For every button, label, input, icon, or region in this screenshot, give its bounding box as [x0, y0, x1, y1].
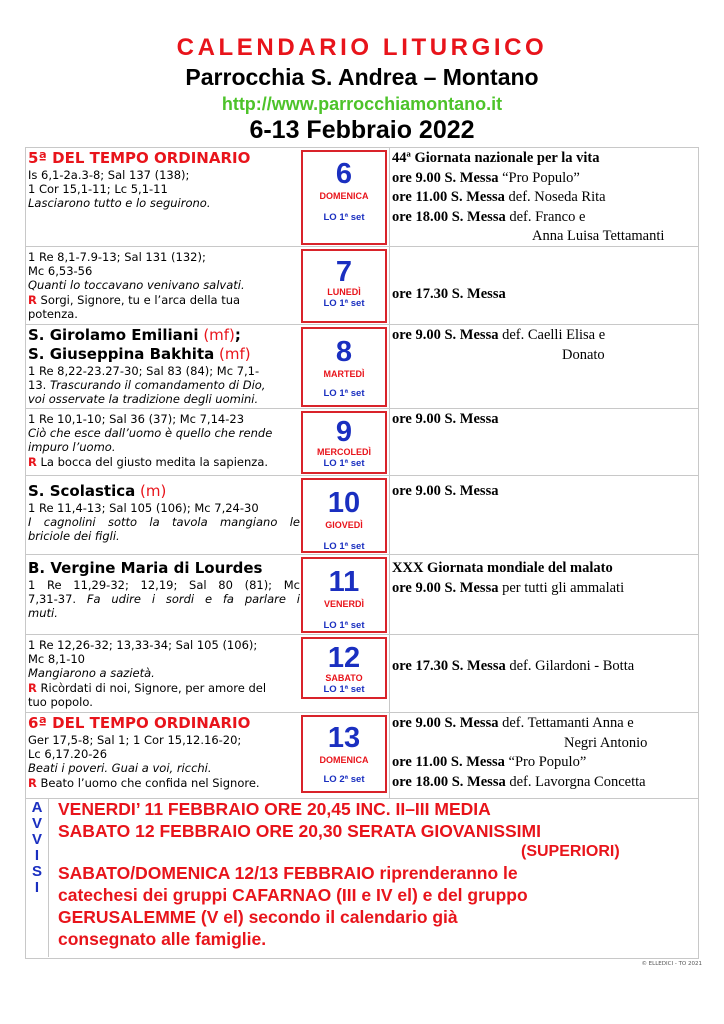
liturgy-of-hours-week: LO 1ª set	[323, 541, 365, 552]
liturgy-title: 6ª DEL TEMPO ORDINARIO	[28, 714, 251, 732]
notice-line: VENERDI’ 11 FEBBRAIO ORE 20,45 INC. II–III MEDIA	[58, 799, 491, 819]
weekday-name: DOMENICA	[319, 755, 369, 765]
mass-intention: def. Lavorgna Concetta	[505, 773, 646, 790]
feast-rank: (mf)	[214, 345, 251, 363]
mass-line	[392, 188, 696, 208]
date-box	[301, 249, 387, 323]
mass-line	[392, 773, 696, 793]
mass-intention: def. Noseda Rita	[504, 189, 606, 205]
parish-name: Parrocchia S. Andrea – Montano	[185, 64, 539, 90]
side-letter: I	[34, 879, 40, 896]
events-cell	[392, 326, 696, 365]
mass-intention: “Pro Populo”	[504, 754, 587, 770]
mass-intention: “Pro Populo”	[498, 169, 580, 186]
notice-line: GERUSALEMME (V el) secondo il calendario già	[58, 907, 458, 927]
side-letter: A	[31, 799, 43, 816]
mass-time: ore 11.00 S. Messa	[392, 754, 505, 770]
feast-rank: (mf)	[198, 326, 235, 344]
notices-side-label	[26, 799, 49, 957]
mass-time: ore 18.00 S. Messa	[392, 773, 506, 790]
readings-text: 1 Cor 15,1-11; Lc 5,1-11	[28, 182, 168, 197]
date-box	[301, 715, 387, 793]
mass-time: ore 9.00 S. Messa	[392, 411, 499, 427]
events-cell	[392, 482, 696, 502]
psalm-response	[28, 776, 300, 790]
liturgy-cell	[28, 559, 300, 621]
mass-line	[392, 657, 696, 677]
weekday-name: GIOVEDÌ	[325, 520, 363, 530]
day-number: 7	[335, 256, 353, 288]
gospel-quote: impuro l’uomo.	[28, 440, 116, 455]
response-text: La bocca del giusto medita la sapienza.	[36, 454, 269, 469]
weekday-name: DOMENICA	[319, 191, 369, 201]
mass-intention: def. Tettamanti Anna e	[498, 715, 634, 731]
weekday-name: VENERDÌ	[323, 599, 364, 609]
readings-text: Ger 17,5-8; Sal 1; 1 Cor 15,12.16-20;	[28, 733, 242, 747]
readings-text: 1 Re 11,29-32; 12,19; Sal 80 (81); Mc	[28, 578, 300, 592]
readings-text: 1 Re 12,26-32; 13,33-34; Sal 105 (106);	[28, 638, 258, 652]
saint-name: S. Girolamo Emiliani	[28, 326, 199, 344]
side-letter: V	[31, 831, 42, 848]
readings-text: Mc 8,1-10	[28, 652, 85, 667]
mass-intention: Donato	[562, 346, 605, 363]
notice-line: catechesi dei gruppi CAFARNAO (III e IV el) e del gruppo	[58, 885, 528, 905]
liturgy-cell	[28, 326, 300, 407]
mass-intention: per tutti gli ammalati	[498, 579, 625, 596]
mass-line	[392, 753, 696, 773]
response-marker: R	[28, 775, 37, 790]
feast-rank: (m)	[135, 482, 167, 500]
side-letter: S	[31, 863, 42, 880]
weekday-name: LUNEDÌ	[327, 287, 361, 297]
liturgy-of-hours-week: LO 1ª set	[323, 684, 365, 695]
mass-intention: Negri Antonio	[564, 734, 648, 751]
column-divider	[389, 555, 390, 634]
mass-time: ore 9.00 S. Messa	[392, 327, 499, 343]
day-number: 11	[328, 566, 360, 598]
day-number: 8	[335, 336, 353, 368]
liturgy-cell	[28, 638, 300, 709]
column-divider	[389, 635, 390, 712]
liturgy-of-hours-week: LO 2ª set	[323, 774, 365, 785]
liturgy-cell	[28, 482, 300, 544]
events-cell	[392, 714, 696, 792]
gospel-quote: voi osservate la tradizione degli uomini.	[28, 392, 259, 407]
notice-line: consegnato alle famiglie.	[58, 929, 267, 949]
date-box	[301, 557, 387, 633]
events-cell	[392, 559, 696, 598]
day-row-7	[26, 247, 698, 325]
day-row-9	[26, 409, 698, 476]
gospel-quote: muti.	[28, 606, 58, 621]
day-row-13	[26, 713, 698, 799]
liturgy-of-hours-week: LO 1ª set	[323, 212, 365, 223]
readings-text: 1 Re 11,4-13; Sal 105 (106); Mc 7,24-30	[28, 501, 259, 515]
mass-time: ore 9.00 S. Messa	[392, 169, 499, 186]
weekday-name: MERCOLEDÌ	[317, 447, 371, 457]
psalm-response	[28, 293, 300, 307]
mass-line	[392, 326, 696, 346]
events-cell	[392, 285, 696, 305]
event-title: 44ª Giornata nazionale per la vita	[392, 150, 600, 166]
readings-text: Is 6,1-2a.3-8; Sal 137 (138);	[28, 168, 190, 182]
saint-title: S. Girolamo Emiliani (mf);	[28, 326, 241, 344]
notice-line: (SUPERIORI)	[521, 843, 620, 860]
mass-time: ore 17.30 S. Messa	[392, 286, 506, 302]
psalm-response	[28, 681, 300, 695]
psalm-response	[28, 455, 300, 469]
readings-text: 1 Re 10,1-10; Sal 36 (37); Mc 7,14-23	[28, 412, 245, 426]
saint-title: B. Vergine Maria di Lourdes	[28, 559, 263, 577]
calendar-table	[25, 147, 699, 799]
events-cell	[392, 657, 696, 677]
side-letter: I	[34, 847, 40, 864]
parish-website-link[interactable]: http://www.parrocchiamontano.it	[221, 94, 503, 114]
liturgy-of-hours-week: LO 1ª set	[323, 298, 365, 309]
date-box	[301, 478, 387, 553]
weekday-name: MARTEDÌ	[323, 369, 365, 379]
date-box	[301, 637, 387, 699]
liturgy-cell	[28, 149, 300, 211]
gospel-quote: I cagnolini sotto la tavola mangiano le	[28, 515, 300, 530]
mass-line	[392, 208, 696, 228]
gospel-quote: Lasciarono tutto e lo seguirono.	[28, 196, 211, 211]
readings-text: 7,31-37.	[28, 592, 77, 607]
liturgy-cell	[28, 250, 300, 321]
response-text: tuo popolo.	[28, 694, 93, 709]
date-range: 6-13 Febbraio 2022	[249, 116, 475, 144]
response-marker: R	[28, 680, 37, 695]
saint-title	[28, 482, 300, 501]
gospel-quote: Mangiarono a sazietà.	[28, 666, 155, 681]
readings-text: 1 Re 8,1-7.9-13; Sal 131 (132);	[28, 250, 206, 264]
saint-title	[28, 345, 300, 364]
page-title: CALENDARIO LITURGICO	[176, 34, 548, 61]
day-number: 12	[327, 642, 361, 674]
mass-intention: def. Franco e	[505, 208, 586, 225]
liturgy-of-hours-week: LO 1ª set	[323, 458, 365, 469]
event-title: XXX Giornata mondiale del malato	[392, 560, 613, 576]
day-number: 10	[327, 487, 361, 519]
gospel-quote: Trascurando il comandamento di Dio,	[46, 378, 266, 393]
notices-section	[25, 799, 699, 959]
date-box	[301, 411, 387, 474]
date-box	[301, 327, 387, 407]
day-number: 13	[327, 722, 361, 754]
liturgy-cell	[28, 714, 300, 790]
mass-line	[392, 169, 696, 189]
date-box	[301, 150, 387, 245]
copyright-note: © ELLEDICI - TO 2021	[641, 961, 702, 967]
events-cell	[392, 149, 696, 247]
column-divider	[389, 409, 390, 475]
column-divider	[389, 476, 390, 554]
liturgy-cell	[28, 412, 300, 469]
column-divider	[389, 713, 390, 799]
readings-text: 1 Re 8,22-23.27-30; Sal 83 (84); Mc 7,1-	[28, 364, 260, 378]
column-divider	[389, 247, 390, 324]
response-marker: R	[28, 292, 37, 307]
notice-line: SABATO 12 FEBBRAIO ORE 20,30 SERATA GIOVANISSIMI	[58, 821, 541, 841]
day-row-8	[26, 325, 698, 409]
mass-time: ore 9.00 S. Messa	[392, 579, 499, 596]
gospel-quote: Quanti lo toccavano venivano salvati.	[28, 278, 245, 293]
gospel-quote: Fa udire i sordi e fa parlare i	[76, 592, 300, 607]
mass-time: ore 11.00 S. Messa	[392, 189, 505, 205]
gospel-quote: Beati i poveri. Guai a voi, ricchi.	[28, 761, 212, 776]
response-text: Sorgi, Signore, tu e l’arca della tua	[36, 292, 241, 307]
column-divider	[389, 148, 390, 246]
liturgy-title: 5ª DEL TEMPO ORDINARIO	[28, 149, 251, 167]
mass-line	[392, 579, 696, 599]
day-row-11	[26, 555, 698, 635]
liturgy-of-hours-week: LO 1ª set	[323, 388, 365, 399]
liturgy-of-hours-week: LO 1ª set	[323, 620, 365, 631]
day-number: 9	[335, 416, 353, 448]
events-cell	[392, 410, 696, 430]
saint-name: S. Giuseppina Bakhita	[28, 345, 215, 363]
day-row-10	[26, 476, 698, 555]
mass-intention: def. Caelli Elisa e	[498, 327, 606, 343]
day-row-6	[26, 148, 698, 247]
response-text: Ricòrdati di noi, Signore, per amore del	[36, 680, 267, 695]
response-text: Beato l’uomo che confida nel Signore.	[36, 775, 260, 790]
readings-text: Mc 6,53-56	[28, 264, 93, 279]
gospel-quote: Ciò che esce dall’uomo è quello che rende	[28, 426, 273, 441]
mass-line	[392, 714, 696, 734]
mass-time: ore 17.30 S. Messa	[392, 658, 506, 674]
mass-time: ore 18.00 S. Messa	[392, 208, 506, 225]
column-divider	[389, 325, 390, 408]
saint-name: S. Scolastica	[28, 482, 136, 500]
mass-time: ore 9.00 S. Messa	[392, 483, 499, 499]
mass-intention: Anna Luisa Tettamanti	[532, 228, 665, 244]
day-number: 6	[335, 158, 353, 190]
weekday-name: SABATO	[325, 673, 363, 683]
response-text: potenza.	[28, 306, 78, 321]
readings-text: 13.	[28, 378, 47, 393]
gospel-quote: briciole dei figli.	[28, 529, 120, 544]
mass-time: ore 9.00 S. Messa	[392, 715, 499, 731]
day-row-12	[26, 635, 698, 713]
mass-intention: def. Gilardoni - Botta	[505, 658, 635, 674]
side-letter: V	[31, 815, 42, 832]
notice-line: SABATO/DOMENICA 12/13 FEBBRAIO riprenderanno le	[58, 863, 518, 883]
readings-text: Lc 6,17.20-26	[28, 747, 108, 762]
response-marker: R	[28, 454, 37, 469]
